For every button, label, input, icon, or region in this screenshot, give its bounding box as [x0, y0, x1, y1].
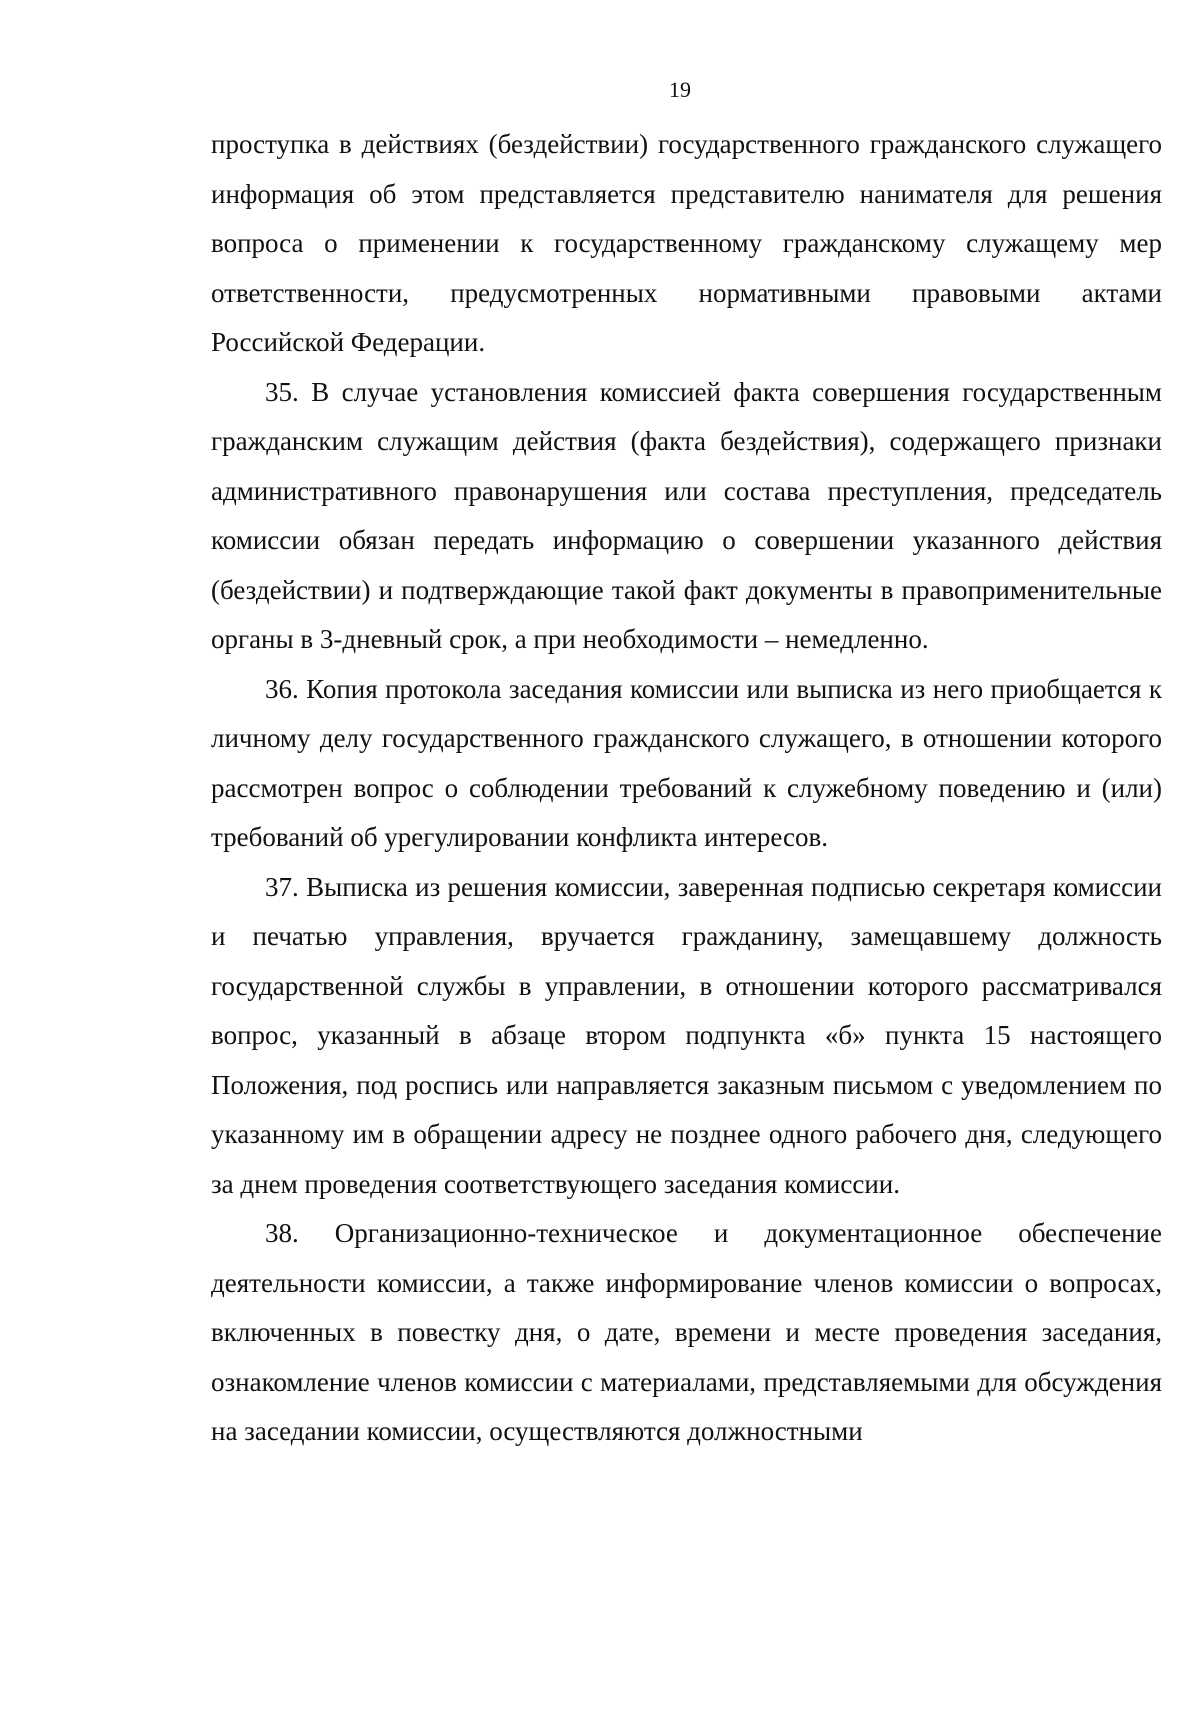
- paragraph-37: 37. Выписка из решения комиссии, заверенная подписью секретаря комиссии и печатью управления, вручается гражданину, замещавшему должность государственной службы в управлении, в отношении которого рассматривался вопрос, указанный в абзаце втором подпункта «б» пункта 15 настоящего Положения, под роспись или направляется заказным письмом с уведомлением по указанному им в обращении адресу не позднее одного рабочего дня, следующего за днем проведения соответствующего заседания комиссии.: [211, 871, 1162, 1199]
- paragraph-38: 38. Организационно-техническое и документационное обеспечение деятельности комиссии, а также информирование членов комиссии о вопросах, включенных в повестку дня, о дате, времени и месте проведения заседания, ознакомление членов комиссии с материалами, представляемыми для обсуждения на заседании комиссии, осуществляются должностными: [211, 1218, 1162, 1446]
- paragraph-36: 36. Копия протокола заседания комиссии или выписка из него приобщается к личному делу государственного гражданского служащего, в отношении которого рассмотрен вопрос о соблюдении требований к служебному поведению и (или) требований об урегулировании конфликта интересов.: [211, 673, 1162, 852]
- document-body: [211, 120, 1162, 1457]
- paragraph-continuation: проступка в действиях (бездействии) государственного гражданского служащего информация об этом представляется представителю нанимателя для решения вопроса о применении к государственному гражданскому служащему мер ответственности, предусмотренных нормативными правовыми актами Российской Федерации.: [211, 129, 1162, 357]
- paragraph-35: 35. В случае установления комиссией факта совершения государственным гражданским служащим действия (факта бездействия), содержащего признаки административного правонарушения или состава преступления, председатель комиссии обязан передать информацию о совершении указанного действия (бездействии) и подтверждающие такой факт документы в правоприменительные органы в 3-дневный срок, а при необходимости – немедленно.: [211, 376, 1162, 654]
- page-number: 19: [669, 77, 691, 102]
